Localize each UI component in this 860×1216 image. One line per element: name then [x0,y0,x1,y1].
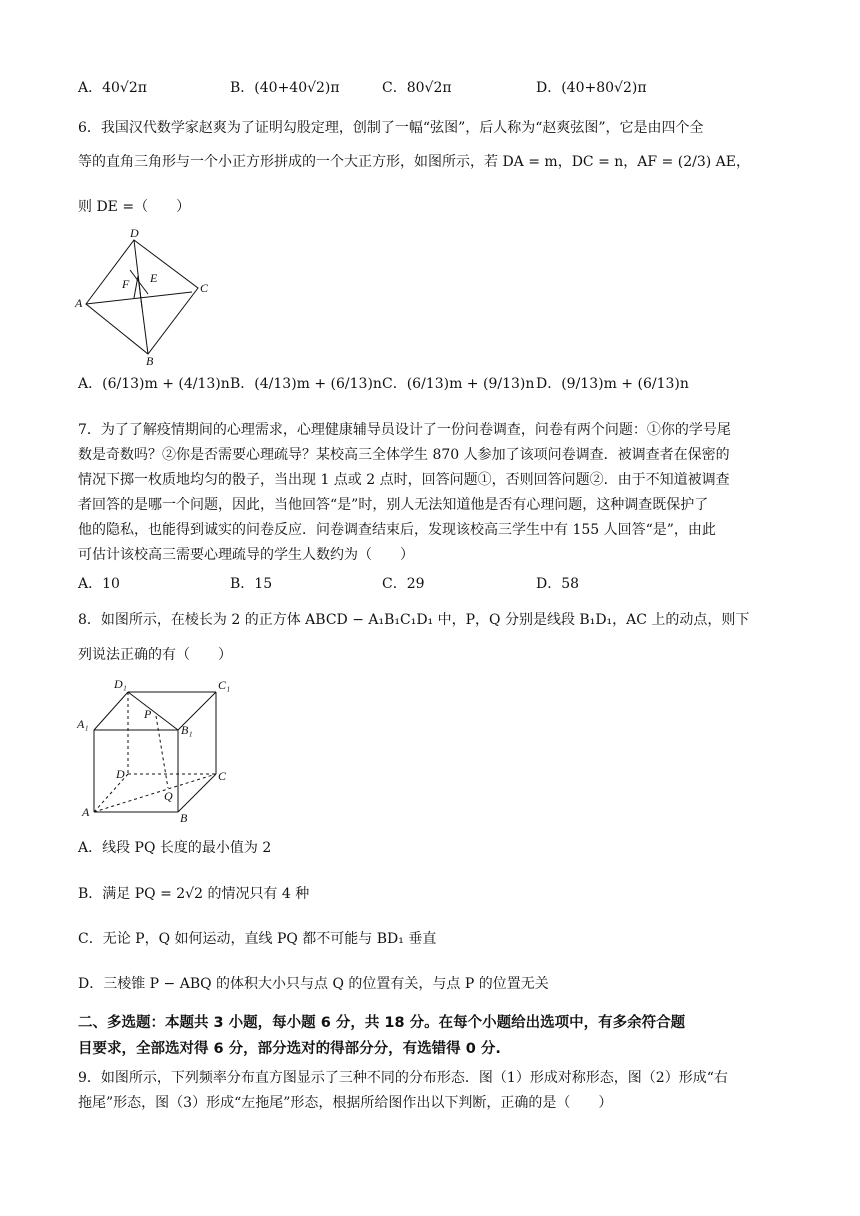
q6-label-d: D [130,226,139,240]
q6-stem-line-3: 则 DE =（ ） [78,199,191,215]
q8-stem-line-2: 列说法正确的有（ ） [78,647,232,663]
q8-label-b1: B₁ [181,723,193,737]
q9-stem-line-2: 拖尾”形态，图（3）形成“左拖尾”形态，根据所给图作出以下判断，正确的是（ ） [78,1095,613,1111]
q5-option-a: A．40√2π [78,80,147,96]
q6-label-e: E [150,271,158,285]
q7-stem-line-6: 可估计该校高三需要心理疏导的学生人数约为（ ） [78,547,414,563]
q7-stem-line-4: 者回答的是哪一个问题，因此，当他回答“是”时，别人无法知道他是否有心理问题，这种调查既保护了 [78,497,709,513]
q7-stem-line-1: 7．为了了解疫情期间的心理需求，心理健康辅导员设计了一份问卷调查，问卷有两个问题：①你的学号尾 [78,422,731,438]
q8-label-p: P [144,707,152,721]
q7-stem-line-3: 情况下掷一枚质地均匀的骰子，当出现 1 点或 2 点时，回答问题①，否则回答问题②．由于不知道被调查 [78,472,730,488]
q8-option-a: A．线段 PQ 长度的最小值为 2 [78,840,272,856]
q6-option-b: B．(4/13)m + (6/13)n [230,376,382,392]
q5-option-b: B．(40+40√2)π [230,80,340,96]
q6-label-b: B [146,354,154,366]
q6-zhao-shuang-figure [72,224,222,366]
q8-label-d: D [116,767,125,781]
q8-option-d: D．三棱锥 P − ABQ 的体积大小只与点 Q 的位置有关，与点 P 的位置无关 [78,976,549,992]
section2-heading-line-1: 二、多选题：本题共 3 小题，每小题 6 分，共 18 分。在每个小题给出选项中，有多余符合题 [78,1015,686,1031]
q8-label-q: Q [164,789,173,803]
q7-stem-line-2: 数是奇数吗？②你是否需要心理疏导？某校高三全体学生 870 人参加了该项问卷调查．被调查者在保密的 [78,447,730,463]
q6-stem-line-1: 6．我国汉代数学家赵爽为了证明勾股定理，创制了一幅“弦图”，后人称为“赵爽弦图”，它是由四个全 [78,120,704,136]
q8-label-c: C [218,769,227,783]
q7-option-a: A．10 [78,576,120,592]
q8-label-d1: D₁ [114,677,127,691]
q7-option-b: B．15 [230,576,273,592]
q7-option-c: C．29 [382,576,425,592]
q8-label-a: A [82,805,90,819]
q6-label-a: A [75,296,83,310]
q5-option-c: C．80√2π [382,80,452,96]
q8-cube-figure [74,674,242,824]
q9-stem-line-1: 9．如图所示，下列频率分布直方图显示了三种不同的分布形态．图（1）形成对称形态，图（2）形成“右 [78,1070,728,1086]
q6-option-d: D．(9/13)m + (6/13)n [536,376,689,392]
q6-option-a: A．(6/13)m + (4/13)n [78,376,230,392]
q8-stem-line-1: 8．如图所示，在棱长为 2 的正方体 ABCD − A₁B₁C₁D₁ 中，P，Q 分别是线段 B₁D₁，AC 上的动点，则下 [78,612,750,628]
q6-label-c: C [200,281,209,295]
q8-label-a1: A₁ [77,717,89,731]
q6-stem-line-2: 等的直角三角形与一个小正方形拼成的一个大正方形，如图所示，若 DA = m，DC = n，AF = (2/3) AE， [78,154,750,170]
q5-option-d: D．(40+80√2)π [536,80,647,96]
section2-heading-line-2: 目要求，全部选对得 6 分，部分选对的得部分分，有选错得 0 分. [78,1041,501,1057]
q8-label-c1: C₁ [218,678,231,692]
q6-option-c: C．(6/13)m + (9/13)n [382,376,535,392]
q8-label-b: B [180,811,188,824]
q8-option-b: B．满足 PQ = 2√2 的情况只有 4 种 [78,886,310,902]
q7-option-d: D．58 [536,576,580,592]
q8-option-c: C．无论 P，Q 如何运动，直线 PQ 都不可能与 BD₁ 垂直 [78,931,437,947]
q7-stem-line-5: 他的隐私，也能得到诚实的问卷反应．问卷调查结束后，发现该校高三学生中有 155 人回答“是”，由此 [78,522,716,538]
q6-label-f: F [122,277,130,291]
